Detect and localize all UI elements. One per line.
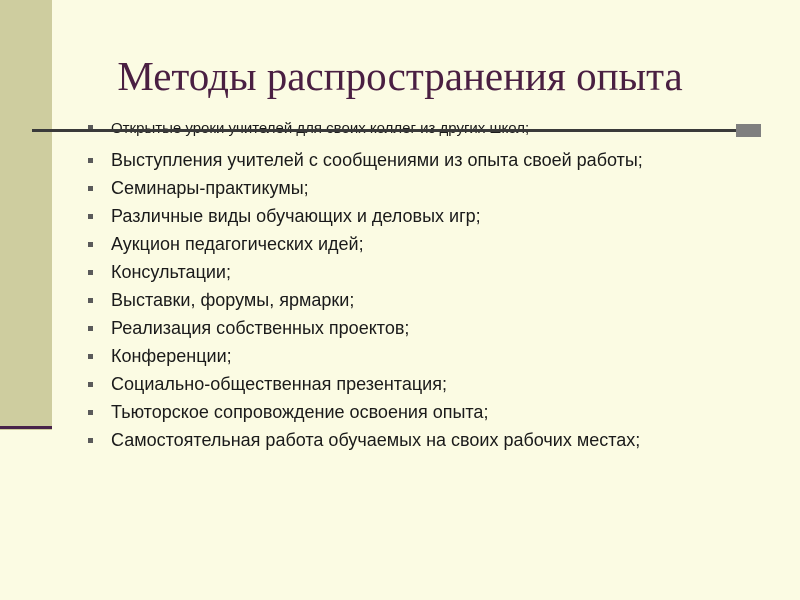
list-item [88, 430, 768, 451]
list-item [88, 178, 768, 199]
bullet-icon [88, 410, 93, 415]
title-divider [32, 129, 761, 132]
list-item-text: Консультации; [111, 262, 231, 282]
list-item-text: Различные виды обучающих и деловых игр; [111, 206, 481, 226]
bullet-icon [88, 438, 93, 443]
bullet-icon [88, 354, 93, 359]
bullet-icon [88, 158, 93, 163]
bullet-icon [88, 326, 93, 331]
list-item [88, 374, 768, 395]
list-item [88, 234, 768, 255]
list-item-text: Социально-общественная презентация; [111, 374, 447, 394]
list-item-text: Выступления учителей с сообщениями из опыта своей работы; [111, 150, 643, 170]
bullet-icon [88, 382, 93, 387]
list-item [88, 346, 768, 367]
list-item-text: Тьюторское сопровождение освоения опыта; [111, 402, 489, 422]
list-item [88, 206, 768, 227]
divider-end-block [736, 124, 761, 137]
bullet-icon [88, 270, 93, 275]
list-item-text: Конференции; [111, 346, 232, 366]
bullet-icon [88, 242, 93, 247]
list-item-text: Реализация собственных проектов; [111, 318, 410, 338]
bullet-icon [88, 214, 93, 219]
slide-title: Методы распространения опыта [117, 53, 683, 99]
bullet-list [88, 116, 768, 451]
list-item-text: Аукцион педагогических идей; [111, 234, 364, 254]
list-item-text: Выставки, форумы, ярмарки; [111, 290, 355, 310]
list-item [88, 402, 768, 423]
accent-bar-underline [0, 426, 52, 429]
list-item [88, 318, 768, 339]
list-item [88, 290, 768, 311]
bullet-icon [88, 186, 93, 191]
list-item-text: Семинары-практикумы; [111, 178, 309, 198]
list-item [88, 262, 768, 283]
bullet-icon [88, 298, 93, 303]
list-item [88, 150, 768, 171]
list-item-text: Самостоятельная работа обучаемых на своих рабочих местах; [111, 430, 641, 450]
